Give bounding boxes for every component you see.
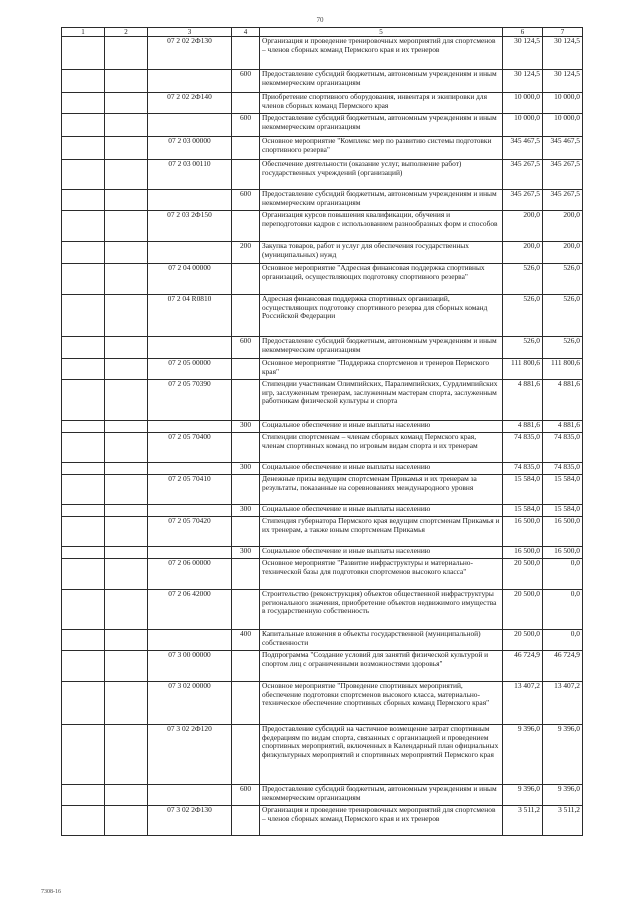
description-cell: Адресная финансовая поддержка спортивных организаций, осуществляющих подготовку спортивного резерва для сборных команд Российской Федерации [260, 295, 503, 337]
amount-col7-cell: 9 396,0 [543, 725, 583, 785]
col2-cell [105, 806, 148, 836]
expense-type-cell [232, 211, 260, 242]
col1-cell [62, 160, 105, 190]
amount-col7-cell: 13 407,2 [543, 682, 583, 725]
col2-cell [105, 630, 148, 651]
page-number: 70 [316, 16, 324, 24]
header-cell: 6 [503, 28, 543, 37]
target-article-cell [148, 242, 232, 264]
target-article-cell: 07 2 05 00000 [148, 359, 232, 380]
expense-type-cell: 300 [232, 505, 260, 517]
table-row [62, 505, 583, 517]
col2-cell [105, 421, 148, 433]
header-cell: 1 [62, 28, 105, 37]
expense-type-cell: 300 [232, 463, 260, 475]
amount-col7-cell: 345 267,5 [543, 160, 583, 190]
amount-col7-cell: 345 467,5 [543, 137, 583, 160]
col2-cell [105, 463, 148, 475]
amount-col6-cell: 74 835,0 [503, 433, 543, 463]
target-article-cell: 07 2 02 2Ф140 [148, 93, 232, 114]
expense-type-cell [232, 682, 260, 725]
amount-col7-cell: 526,0 [543, 264, 583, 295]
amount-col7-cell: 10 000,0 [543, 114, 583, 137]
col1-cell [62, 114, 105, 137]
amount-col7-cell: 0,0 [543, 559, 583, 590]
amount-col7-cell: 46 724,9 [543, 651, 583, 682]
col1-cell [62, 37, 105, 70]
description-cell: Обеспечение деятельности (оказание услуг, выполнение работ) государственных учреждений (организаций) [260, 160, 503, 190]
table-row [62, 380, 583, 421]
table-row [62, 463, 583, 475]
col1-cell [62, 517, 105, 547]
description-cell: Социальное обеспечение и иные выплаты населению [260, 505, 503, 517]
target-article-cell: 07 2 05 70420 [148, 517, 232, 547]
amount-col6-cell: 200,0 [503, 242, 543, 264]
description-cell: Капитальные вложения в объекты государственной (муниципальной) собственности [260, 630, 503, 651]
amount-col6-cell: 74 835,0 [503, 463, 543, 475]
amount-col6-cell: 16 500,0 [503, 517, 543, 547]
expense-type-cell [232, 160, 260, 190]
header-cell: 7 [543, 28, 583, 37]
amount-col6-cell: 3 511,2 [503, 806, 543, 836]
col2-cell [105, 517, 148, 547]
description-cell: Денежные призы ведущим спортсменам Прикамья и их тренерам за результаты, показанные на соревнованиях международного уровня [260, 475, 503, 505]
expense-type-cell [232, 806, 260, 836]
description-cell: Основное мероприятие "Поддержка спортсменов и тренеров Пермского края" [260, 359, 503, 380]
amount-col6-cell: 10 000,0 [503, 114, 543, 137]
amount-col6-cell: 9 396,0 [503, 785, 543, 806]
expense-type-cell: 600 [232, 114, 260, 137]
amount-col7-cell: 16 500,0 [543, 547, 583, 559]
col2-cell [105, 70, 148, 93]
description-cell: Социальное обеспечение и иные выплаты населению [260, 421, 503, 433]
amount-col7-cell: 3 511,2 [543, 806, 583, 836]
table-row [62, 682, 583, 725]
description-cell: Организация курсов повышения квалификации, обучения и переподготовки кадров с использованием разнообразных форм и способов [260, 211, 503, 242]
description-cell: Основное мероприятие "Адресная финансовая поддержка спортивных организаций, осуществляющих подготовку спортивного резерва" [260, 264, 503, 295]
target-article-cell [148, 785, 232, 806]
description-cell: Основное мероприятие "Развитие инфраструктуры и материально-технической базы для подготовки спортсменов высокого класса" [260, 559, 503, 590]
description-cell: Предоставление субсидий бюджетным, автономным учреждениям и иным некоммерческим организациям [260, 114, 503, 137]
target-article-cell: 07 3 00 00000 [148, 651, 232, 682]
table-header-row [62, 28, 583, 37]
col1-cell [62, 785, 105, 806]
target-article-cell: 07 2 06 00000 [148, 559, 232, 590]
col2-cell [105, 380, 148, 421]
expense-type-cell [232, 137, 260, 160]
expense-type-cell [232, 295, 260, 337]
amount-col6-cell: 20 500,0 [503, 590, 543, 630]
description-cell: Предоставление субсидий бюджетным, автономным учреждениям и иным некоммерческим организациям [260, 190, 503, 211]
col1-cell [62, 295, 105, 337]
amount-col6-cell: 30 124,5 [503, 70, 543, 93]
amount-col6-cell: 345 267,5 [503, 160, 543, 190]
description-cell: Стипендии участникам Олимпийских, Паралимпийских, Сурдлимпийских игр, заслуженным тренерам, заслуженным мастерам спорта, заслуженным работникам физической культуры и спорта [260, 380, 503, 421]
amount-col6-cell: 15 584,0 [503, 505, 543, 517]
amount-col6-cell: 20 500,0 [503, 559, 543, 590]
amount-col6-cell: 9 396,0 [503, 725, 543, 785]
expense-type-cell [232, 725, 260, 785]
target-article-cell [148, 70, 232, 93]
amount-col7-cell: 0,0 [543, 630, 583, 651]
amount-col7-cell: 526,0 [543, 337, 583, 359]
expense-type-cell [232, 559, 260, 590]
col1-cell [62, 806, 105, 836]
expense-type-cell: 300 [232, 421, 260, 433]
amount-col7-cell: 16 500,0 [543, 517, 583, 547]
col2-cell [105, 37, 148, 70]
amount-col6-cell: 526,0 [503, 295, 543, 337]
col2-cell [105, 651, 148, 682]
col1-cell [62, 190, 105, 211]
amount-col7-cell: 15 584,0 [543, 505, 583, 517]
table-row [62, 190, 583, 211]
description-cell: Подпрограмма "Создание условий для занятий физической культурой и спортом лиц с ограниченными возможностями здоровья" [260, 651, 503, 682]
amount-col7-cell: 10 000,0 [543, 93, 583, 114]
table-row [62, 630, 583, 651]
col1-cell [62, 682, 105, 725]
col2-cell [105, 359, 148, 380]
target-article-cell [148, 114, 232, 137]
col2-cell [105, 114, 148, 137]
expense-type-cell: 600 [232, 785, 260, 806]
table-row [62, 547, 583, 559]
table-row [62, 421, 583, 433]
target-article-cell: 07 2 04 00000 [148, 264, 232, 295]
expense-type-cell: 600 [232, 70, 260, 93]
amount-col6-cell: 10 000,0 [503, 93, 543, 114]
target-article-cell: 07 3 02 2Ф120 [148, 725, 232, 785]
col2-cell [105, 785, 148, 806]
col2-cell [105, 682, 148, 725]
target-article-cell: 07 2 03 00000 [148, 137, 232, 160]
amount-col6-cell: 30 124,5 [503, 37, 543, 70]
expense-type-cell [232, 651, 260, 682]
table-row [62, 433, 583, 463]
description-cell: Строительство (реконструкция) объектов общественной инфраструктуры регионального значения, приобретение объектов недвижимого имущества в государственную собственность [260, 590, 503, 630]
amount-col7-cell: 111 800,6 [543, 359, 583, 380]
budget-table [61, 27, 583, 836]
amount-col7-cell: 0,0 [543, 590, 583, 630]
amount-col6-cell: 46 724,9 [503, 651, 543, 682]
amount-col6-cell: 345 467,5 [503, 137, 543, 160]
col2-cell [105, 559, 148, 590]
amount-col7-cell: 200,0 [543, 242, 583, 264]
target-article-cell: 07 2 03 00110 [148, 160, 232, 190]
col2-cell [105, 475, 148, 505]
col1-cell [62, 725, 105, 785]
footer-code: 7308-16 [41, 889, 61, 895]
table-row [62, 475, 583, 505]
expense-type-cell: 600 [232, 190, 260, 211]
amount-col6-cell: 526,0 [503, 337, 543, 359]
col2-cell [105, 590, 148, 630]
expense-type-cell [232, 433, 260, 463]
table-row [62, 806, 583, 836]
col2-cell [105, 137, 148, 160]
table-row [62, 137, 583, 160]
table-row [62, 725, 583, 785]
target-article-cell: 07 2 05 70390 [148, 380, 232, 421]
header-cell: 5 [260, 28, 503, 37]
table-row [62, 559, 583, 590]
col1-cell [62, 70, 105, 93]
target-article-cell [148, 421, 232, 433]
expense-type-cell [232, 264, 260, 295]
description-cell: Закупка товаров, работ и услуг для обеспечения государственных (муниципальных) нужд [260, 242, 503, 264]
amount-col6-cell: 4 881,6 [503, 421, 543, 433]
col1-cell [62, 211, 105, 242]
expense-type-cell [232, 517, 260, 547]
amount-col6-cell: 15 584,0 [503, 475, 543, 505]
col2-cell [105, 433, 148, 463]
amount-col6-cell: 111 800,6 [503, 359, 543, 380]
col1-cell [62, 137, 105, 160]
amount-col7-cell: 30 124,5 [543, 37, 583, 70]
table-row [62, 70, 583, 93]
amount-col7-cell: 74 835,0 [543, 433, 583, 463]
description-cell: Социальное обеспечение и иные выплаты населению [260, 547, 503, 559]
col1-cell [62, 264, 105, 295]
amount-col7-cell: 15 584,0 [543, 475, 583, 505]
amount-col7-cell: 200,0 [543, 211, 583, 242]
target-article-cell [148, 505, 232, 517]
target-article-cell [148, 463, 232, 475]
col1-cell [62, 242, 105, 264]
description-cell: Предоставление субсидий бюджетным, автономным учреждениям и иным некоммерческим организациям [260, 70, 503, 93]
amount-col6-cell: 345 267,5 [503, 190, 543, 211]
col2-cell [105, 190, 148, 211]
target-article-cell: 07 3 02 2Ф130 [148, 806, 232, 836]
amount-col7-cell: 4 881,6 [543, 421, 583, 433]
col1-cell [62, 475, 105, 505]
expense-type-cell [232, 475, 260, 505]
expense-type-cell [232, 37, 260, 70]
col1-cell [62, 651, 105, 682]
col2-cell [105, 547, 148, 559]
description-cell: Предоставление субсидий бюджетным, автономным учреждениям и иным некоммерческим организациям [260, 337, 503, 359]
expense-type-cell: 200 [232, 242, 260, 264]
target-article-cell: 07 2 03 2Ф150 [148, 211, 232, 242]
amount-col7-cell: 345 267,5 [543, 190, 583, 211]
description-cell: Предоставление субсидий бюджетным, автономным учреждениям и иным некоммерческим организациям [260, 785, 503, 806]
header-cell: 3 [148, 28, 232, 37]
col1-cell [62, 630, 105, 651]
table-row [62, 37, 583, 70]
col1-cell [62, 559, 105, 590]
amount-col7-cell: 30 124,5 [543, 70, 583, 93]
col1-cell [62, 421, 105, 433]
col1-cell [62, 359, 105, 380]
target-article-cell [148, 630, 232, 651]
target-article-cell: 07 2 04 R0810 [148, 295, 232, 337]
description-cell: Основное мероприятие "Проведение спортивных мероприятий, обеспечение подготовки спортсменов высокого класса, материально-техническое обеспечение спортивных сборных команд Пермского края" [260, 682, 503, 725]
expense-type-cell: 600 [232, 337, 260, 359]
target-article-cell [148, 337, 232, 359]
table-row [62, 114, 583, 137]
col2-cell [105, 242, 148, 264]
expense-type-cell: 400 [232, 630, 260, 651]
table-row [62, 93, 583, 114]
description-cell: Стипендии спортсменам – членам сборных команд Пермского края, членам спортивных команд по игровым видам спорта и их тренерам [260, 433, 503, 463]
table-row [62, 517, 583, 547]
description-cell: Приобретение спортивного оборудования, инвентаря и экипировки для членов сборных команд Пермского края [260, 93, 503, 114]
col1-cell [62, 93, 105, 114]
header-cell: 2 [105, 28, 148, 37]
table-row [62, 651, 583, 682]
target-article-cell [148, 547, 232, 559]
col1-cell [62, 380, 105, 421]
col2-cell [105, 93, 148, 114]
col1-cell [62, 433, 105, 463]
col1-cell [62, 505, 105, 517]
expense-type-cell [232, 590, 260, 630]
table-row [62, 590, 583, 630]
table-row [62, 785, 583, 806]
col2-cell [105, 160, 148, 190]
col1-cell [62, 590, 105, 630]
table-row [62, 264, 583, 295]
description-cell: Предоставление субсидий на частичное возмещение затрат спортивным федерациям по видам спорта, связанных с организацией и проведением спортивных мероприятий, включенных в Календарный план официальных физкультурных мероприятий и спортивных мероприятий Пермского края [260, 725, 503, 785]
table-row [62, 359, 583, 380]
target-article-cell: 07 2 02 2Ф130 [148, 37, 232, 70]
amount-col7-cell: 526,0 [543, 295, 583, 337]
amount-col6-cell: 200,0 [503, 211, 543, 242]
expense-type-cell [232, 359, 260, 380]
amount-col7-cell: 9 396,0 [543, 785, 583, 806]
col2-cell [105, 505, 148, 517]
expense-type-cell [232, 93, 260, 114]
amount-col7-cell: 74 835,0 [543, 463, 583, 475]
target-article-cell [148, 190, 232, 211]
amount-col6-cell: 526,0 [503, 264, 543, 295]
table-row [62, 295, 583, 337]
amount-col6-cell: 16 500,0 [503, 547, 543, 559]
table-row [62, 211, 583, 242]
header-cell: 4 [232, 28, 260, 37]
amount-col7-cell: 4 881,6 [543, 380, 583, 421]
amount-col6-cell: 13 407,2 [503, 682, 543, 725]
col2-cell [105, 264, 148, 295]
table-row [62, 337, 583, 359]
expense-type-cell [232, 380, 260, 421]
description-cell: Основное мероприятие "Комплекс мер по развитию системы подготовки спортивного резерва" [260, 137, 503, 160]
amount-col6-cell: 4 881,6 [503, 380, 543, 421]
col2-cell [105, 295, 148, 337]
col1-cell [62, 337, 105, 359]
table-row [62, 160, 583, 190]
amount-col6-cell: 20 500,0 [503, 630, 543, 651]
col2-cell [105, 211, 148, 242]
description-cell: Организация и проведение тренировочных мероприятий для спортсменов – членов сборных команд Пермского края и их тренеров [260, 37, 503, 70]
col2-cell [105, 725, 148, 785]
col1-cell [62, 547, 105, 559]
description-cell: Стипендия губернатора Пермского края ведущим спортсменам Прикамья и их тренерам, а также юным спортсменам Прикамья [260, 517, 503, 547]
target-article-cell: 07 2 05 70410 [148, 475, 232, 505]
target-article-cell: 07 3 02 00000 [148, 682, 232, 725]
target-article-cell: 07 2 05 70400 [148, 433, 232, 463]
table-row [62, 242, 583, 264]
target-article-cell: 07 2 06 42000 [148, 590, 232, 630]
expense-type-cell: 300 [232, 547, 260, 559]
col2-cell [105, 337, 148, 359]
description-cell: Социальное обеспечение и иные выплаты населению [260, 463, 503, 475]
description-cell: Организация и проведение тренировочных мероприятий для спортсменов – членов сборных команд Пермского края и их тренеров [260, 806, 503, 836]
col1-cell [62, 463, 105, 475]
